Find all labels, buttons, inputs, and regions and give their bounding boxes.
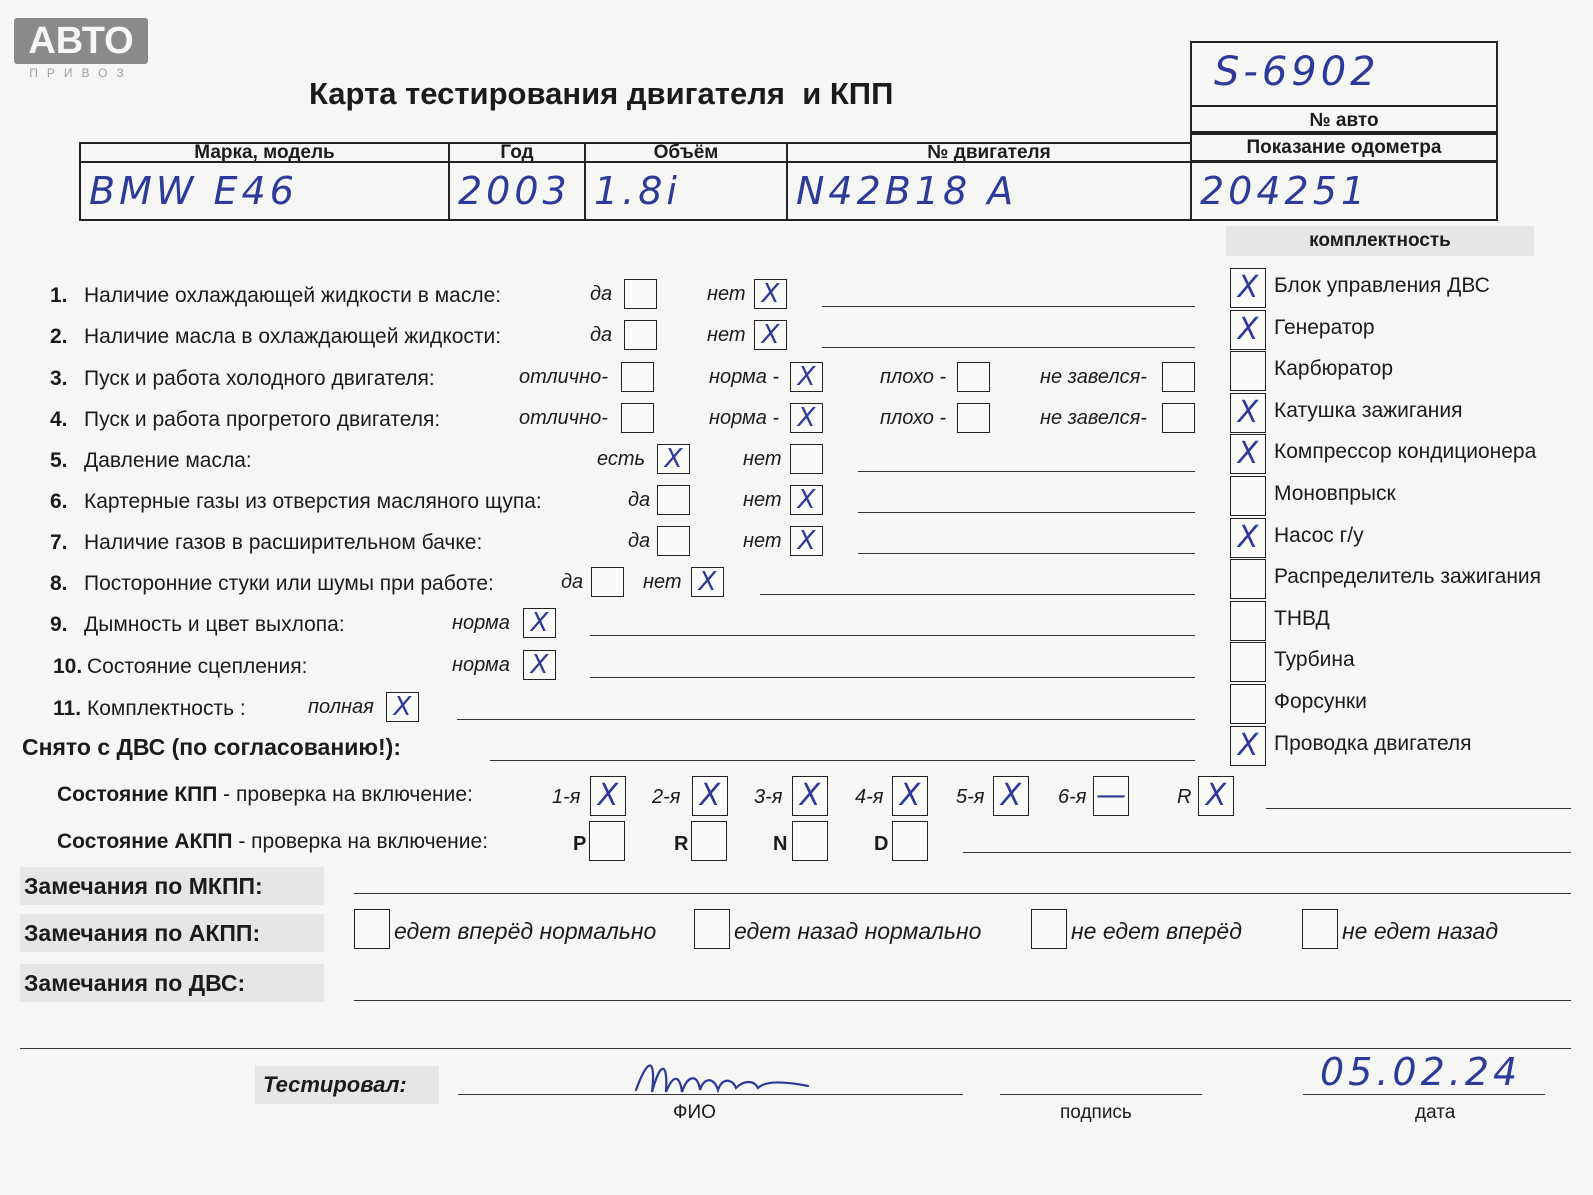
page-title: Карта тестирования двигателя и КПП xyxy=(309,76,894,111)
kpp-gear-checkbox-mark: X xyxy=(1000,778,1022,813)
date-label: дата xyxy=(1415,1102,1456,1123)
option-label: нет xyxy=(707,324,746,346)
option-checkbox[interactable] xyxy=(790,362,823,392)
komplekt-title: комплектность xyxy=(1226,226,1534,256)
komplekt-checkbox-mark: X xyxy=(1237,270,1259,305)
option-label: не завелся- xyxy=(1040,407,1147,429)
option-label: норма - xyxy=(709,366,780,388)
komplekt-item-label: Распределитель зажигания xyxy=(1274,565,1542,589)
sign-label: подпись xyxy=(1060,1102,1132,1123)
logo-sub: ПРИВОЗ xyxy=(29,66,133,80)
akpp-gear-checkbox[interactable] xyxy=(589,821,625,861)
option-label: нет xyxy=(743,530,782,552)
value-engine-number xyxy=(786,161,1192,221)
option-checkbox-mark xyxy=(1163,404,1194,432)
akpp-gear-checkbox[interactable] xyxy=(892,821,928,861)
option-checkbox[interactable] xyxy=(523,608,556,638)
kpp-gear-checkbox-mark: X xyxy=(799,778,821,813)
answer-line xyxy=(590,635,1195,636)
question-number: 7. xyxy=(50,531,68,554)
option-checkbox-mark: X xyxy=(761,279,780,309)
option-label: да xyxy=(590,324,613,346)
kpp-gear-checkbox[interactable] xyxy=(892,776,928,816)
kpp-gear-checkbox[interactable] xyxy=(993,776,1029,816)
option-checkbox-mark: X xyxy=(530,650,549,680)
option-checkbox-mark xyxy=(622,363,653,391)
question-text: Комплектность : xyxy=(87,697,246,720)
option-checkbox-mark xyxy=(625,280,656,308)
komplekt-item-label: Компрессор кондиционера xyxy=(1274,440,1537,464)
kpp-gear-checkbox-mark: X xyxy=(1205,778,1227,813)
remarks-mkpp-line xyxy=(354,893,1571,894)
komplekt-checkbox-mark xyxy=(1231,685,1265,723)
komplekt-item-label: Катушка зажигания xyxy=(1274,398,1463,422)
akpp-remark-checkbox[interactable] xyxy=(694,909,730,949)
answer-line xyxy=(858,471,1195,472)
removed-label: Снято с ДВС (по согласованию!): xyxy=(22,734,401,760)
auto-number-value: S-6902 xyxy=(1214,49,1380,95)
question-number: 9. xyxy=(50,613,68,636)
tested-by-label: Тестировал: xyxy=(255,1066,439,1104)
option-checkbox[interactable] xyxy=(591,567,624,597)
option-checkbox[interactable] xyxy=(691,567,724,597)
option-label: отлично- xyxy=(519,366,608,388)
option-checkbox-mark: X xyxy=(698,567,717,597)
option-checkbox-mark xyxy=(658,486,689,514)
akpp-remark-label: едет вперёд нормально xyxy=(394,918,657,944)
komplekt-item-label: Насос г/у xyxy=(1274,523,1364,547)
option-checkbox[interactable] xyxy=(754,320,787,350)
kpp-gear-label: 6-я xyxy=(1058,786,1087,808)
komplekt-checkbox-mark xyxy=(1231,602,1265,640)
value-odometer xyxy=(1190,161,1498,221)
kpp-gear-checkbox[interactable] xyxy=(590,776,626,816)
akpp-remark-checkbox[interactable] xyxy=(354,909,390,949)
value-engine-number-text: N42B18 A xyxy=(796,169,1018,213)
option-label: нет xyxy=(743,448,782,470)
fio-label: ФИО xyxy=(673,1102,716,1123)
kpp-gear-checkbox[interactable] xyxy=(792,776,828,816)
option-label: норма xyxy=(452,612,510,634)
kpp-gear-checkbox-mark: — xyxy=(1096,778,1126,813)
question-text: Пуск и работа холодного двигателя: xyxy=(84,367,435,390)
kpp-gear-label: 1-я xyxy=(552,786,581,808)
option-checkbox[interactable] xyxy=(957,403,990,433)
option-label: нет xyxy=(707,283,746,305)
komplekt-checkbox-mark: X xyxy=(1237,519,1259,555)
komplekt-checkbox-mark xyxy=(1231,477,1265,515)
option-label: норма - xyxy=(709,407,780,429)
answer-line xyxy=(590,677,1195,678)
kpp-gear-label: 2-я xyxy=(652,786,681,808)
option-label: плохо - xyxy=(880,407,947,429)
akpp-remark-checkbox[interactable] xyxy=(1302,909,1338,949)
akpp-gear-checkbox-mark xyxy=(692,822,726,860)
option-label: да xyxy=(628,489,651,511)
value-volume xyxy=(584,161,788,221)
answer-line xyxy=(457,719,1195,720)
auto-number-label: № авто xyxy=(1192,105,1496,135)
question-number: 10. xyxy=(53,655,83,678)
remarks-dvs-line-2 xyxy=(20,1048,1571,1049)
kpp-gear-checkbox[interactable] xyxy=(692,776,728,816)
akpp-gear-label: R xyxy=(674,833,689,855)
option-checkbox[interactable] xyxy=(624,320,657,350)
option-checkbox[interactable] xyxy=(657,485,690,515)
kpp-gear-label: 5-я xyxy=(956,786,985,808)
option-label: да xyxy=(561,571,584,593)
kpp-label xyxy=(57,783,473,807)
option-checkbox[interactable] xyxy=(957,362,990,392)
akpp-remark-checkbox-mark xyxy=(1032,910,1066,948)
question-text: Давление масла: xyxy=(84,449,252,472)
question-number: 6. xyxy=(50,490,68,513)
question-text: Состояние сцепления: xyxy=(87,655,308,678)
komplekt-checkbox-mark: X xyxy=(1237,436,1259,472)
akpp-line xyxy=(963,852,1571,853)
auto-number-box xyxy=(1190,41,1498,133)
akpp-gear-checkbox[interactable] xyxy=(691,821,727,861)
kpp-gear-label: 3-я xyxy=(754,786,783,808)
komplekt-checkbox[interactable] xyxy=(1230,268,1266,308)
komplekt-item-label: Карбюратор xyxy=(1274,357,1394,381)
kpp-gear-checkbox-mark: X xyxy=(597,778,619,813)
sign-line xyxy=(1000,1094,1202,1095)
komplekt-item-label: Генератор xyxy=(1274,315,1375,339)
kpp-label-rest: - проверка на включение: xyxy=(217,783,473,806)
option-checkbox-mark: X xyxy=(797,526,816,556)
option-label: плохо - xyxy=(880,366,947,388)
komplekt-checkbox-mark: X xyxy=(1237,727,1259,763)
option-checkbox[interactable] xyxy=(790,444,823,474)
value-make-model-text: BMW E46 xyxy=(89,169,298,213)
kpp-line xyxy=(1266,808,1571,809)
option-checkbox-mark: X xyxy=(393,692,412,722)
question-number: 3. xyxy=(50,367,68,390)
option-checkbox[interactable] xyxy=(624,279,657,309)
akpp-remark-label: не едет вперёд xyxy=(1071,918,1242,944)
option-label: есть xyxy=(597,448,646,470)
kpp-gear-checkbox-mark: X xyxy=(699,778,721,813)
question-text: Картерные газы из отверстия масляного щупа: xyxy=(84,490,542,513)
value-odometer-text: 204251 xyxy=(1200,169,1370,213)
option-checkbox[interactable] xyxy=(657,444,690,474)
option-checkbox[interactable] xyxy=(1162,362,1195,392)
kpp-label-bold: Состояние КПП xyxy=(57,783,218,806)
akpp-label-bold: Состояние АКПП xyxy=(57,830,233,853)
date-line xyxy=(1303,1094,1545,1095)
option-checkbox-mark: X xyxy=(761,320,780,350)
question-number: 1. xyxy=(50,284,68,307)
option-checkbox-mark xyxy=(622,404,653,432)
answer-line xyxy=(822,306,1195,307)
option-checkbox-mark: X xyxy=(797,403,816,433)
question-number: 5. xyxy=(50,449,68,472)
kpp-gear-checkbox[interactable] xyxy=(1093,776,1129,816)
komplekt-checkbox[interactable] xyxy=(1230,476,1266,516)
question-text: Наличие газов в расширительном бачке: xyxy=(84,531,483,554)
option-checkbox-mark: X xyxy=(664,444,683,474)
kpp-gear-checkbox[interactable] xyxy=(1198,776,1234,816)
option-label: не завелся- xyxy=(1040,366,1147,388)
option-checkbox-mark: X xyxy=(797,485,816,515)
option-checkbox[interactable] xyxy=(1162,403,1195,433)
question-text: Наличие масла в охлаждающей жидкости: xyxy=(84,325,502,348)
option-checkbox-mark: X xyxy=(797,362,816,392)
option-checkbox[interactable] xyxy=(621,362,654,392)
question-number: 2. xyxy=(50,325,68,348)
komplekt-item-label: Проводка двигателя xyxy=(1274,731,1472,755)
option-checkbox[interactable] xyxy=(657,526,690,556)
akpp-gear-checkbox-mark xyxy=(893,822,927,860)
akpp-remark-checkbox-mark xyxy=(695,910,729,948)
komplekt-checkbox[interactable] xyxy=(1230,559,1266,599)
option-checkbox[interactable] xyxy=(621,403,654,433)
komplekt-item-label: Моновпрыск xyxy=(1274,482,1396,505)
option-checkbox[interactable] xyxy=(790,485,823,515)
option-checkbox-mark xyxy=(791,445,822,473)
option-checkbox-mark xyxy=(658,527,689,555)
komplekt-checkbox[interactable] xyxy=(1230,393,1266,433)
question-text: Дымность и цвет выхлопа: xyxy=(84,613,345,636)
option-checkbox-mark xyxy=(958,363,989,391)
option-checkbox-mark xyxy=(592,568,623,596)
option-checkbox-mark xyxy=(958,404,989,432)
option-label: отлично- xyxy=(519,407,608,429)
answer-line xyxy=(822,347,1195,348)
akpp-label-rest: - проверка на включение: xyxy=(232,830,489,853)
komplekt-checkbox[interactable] xyxy=(1230,351,1266,391)
option-checkbox[interactable] xyxy=(386,692,419,722)
question-number: 11. xyxy=(53,697,82,720)
question-number: 4. xyxy=(50,408,68,431)
akpp-remark-label: едет назад нормально xyxy=(734,918,982,944)
akpp-gear-checkbox[interactable] xyxy=(792,821,828,861)
answer-line xyxy=(858,553,1195,554)
akpp-remark-label: не едет назад xyxy=(1342,918,1499,944)
removed-line xyxy=(490,760,1195,761)
akpp-gear-label: N xyxy=(773,833,788,855)
akpp-label xyxy=(57,830,488,854)
akpp-gear-checkbox-mark xyxy=(590,822,624,860)
option-label: полная xyxy=(308,696,374,718)
kpp-gear-label: 4-я xyxy=(855,786,884,808)
value-year xyxy=(448,161,586,221)
akpp-gear-label: P xyxy=(573,833,587,855)
remarks-akpp-label: Замечания по АКПП: xyxy=(20,914,324,952)
header-volume: Объём xyxy=(584,142,788,162)
option-label: да xyxy=(628,530,651,552)
option-label: норма xyxy=(452,654,510,676)
header-odometer: Показание одометра xyxy=(1190,133,1498,161)
date-value: 05.02.24 xyxy=(1320,1050,1522,1094)
option-checkbox-mark xyxy=(1163,363,1194,391)
komplekt-checkbox-mark: X xyxy=(1237,311,1259,347)
remarks-mkpp-label: Замечания по МКПП: xyxy=(20,867,324,905)
header-make-model: Марка, модель xyxy=(79,142,450,162)
komplekt-checkbox[interactable] xyxy=(1230,434,1266,474)
question-text: Наличие охлаждающей жидкости в масле: xyxy=(84,284,502,307)
option-label: нет xyxy=(743,489,782,511)
option-checkbox[interactable] xyxy=(523,650,556,680)
komplekt-checkbox[interactable] xyxy=(1230,518,1266,558)
kpp-gear-label: R xyxy=(1177,786,1192,808)
option-label: да xyxy=(590,283,613,305)
komplekt-checkbox[interactable] xyxy=(1230,310,1266,350)
kpp-gear-checkbox-mark: X xyxy=(899,778,921,813)
komplekt-item-label: ТНВД xyxy=(1274,606,1330,630)
logo-text: АВТО xyxy=(14,18,148,64)
komplekt-checkbox[interactable] xyxy=(1230,726,1266,766)
akpp-gear-checkbox-mark xyxy=(793,822,827,860)
value-make-model xyxy=(79,161,450,221)
komplekt-item-label: Турбина xyxy=(1274,648,1355,672)
question-text: Пуск и работа прогретого двигателя: xyxy=(84,408,441,431)
fio-line xyxy=(458,1094,963,1095)
komplekt-checkbox-mark: X xyxy=(1237,394,1259,430)
komplekt-item-label: Блок управления ДВС xyxy=(1274,274,1490,297)
question-text: Посторонние стуки или шумы при работе: xyxy=(84,572,494,595)
option-checkbox[interactable] xyxy=(790,526,823,556)
komplekt-checkbox[interactable] xyxy=(1230,684,1266,724)
akpp-gear-label: D xyxy=(874,833,889,855)
komplekt-checkbox[interactable] xyxy=(1230,601,1266,641)
akpp-remark-checkbox-mark xyxy=(355,910,389,948)
komplekt-checkbox[interactable] xyxy=(1230,642,1266,682)
value-year-text: 2003 xyxy=(458,169,571,213)
komplekt-checkbox-mark xyxy=(1231,643,1265,681)
komplekt-item-label: Форсунки xyxy=(1274,690,1367,713)
header-year: Год xyxy=(448,142,586,162)
value-volume-text: 1.8i xyxy=(594,169,681,213)
option-checkbox-mark xyxy=(625,321,656,349)
remarks-dvs-label: Замечания по ДВС: xyxy=(20,964,324,1002)
question-number: 8. xyxy=(50,572,68,595)
logo xyxy=(14,18,148,78)
komplekt-checkbox-mark xyxy=(1231,352,1265,390)
option-label: нет xyxy=(643,571,682,593)
answer-line xyxy=(858,512,1195,513)
option-checkbox[interactable] xyxy=(754,279,787,309)
header-engine-number: № двигателя xyxy=(786,142,1192,162)
akpp-remark-checkbox-mark xyxy=(1303,910,1337,948)
komplekt-checkbox-mark xyxy=(1231,560,1265,598)
remarks-dvs-line-1 xyxy=(354,1000,1571,1001)
option-checkbox[interactable] xyxy=(790,403,823,433)
akpp-remark-checkbox[interactable] xyxy=(1031,909,1067,949)
answer-line xyxy=(760,594,1195,595)
option-checkbox-mark: X xyxy=(530,608,549,638)
